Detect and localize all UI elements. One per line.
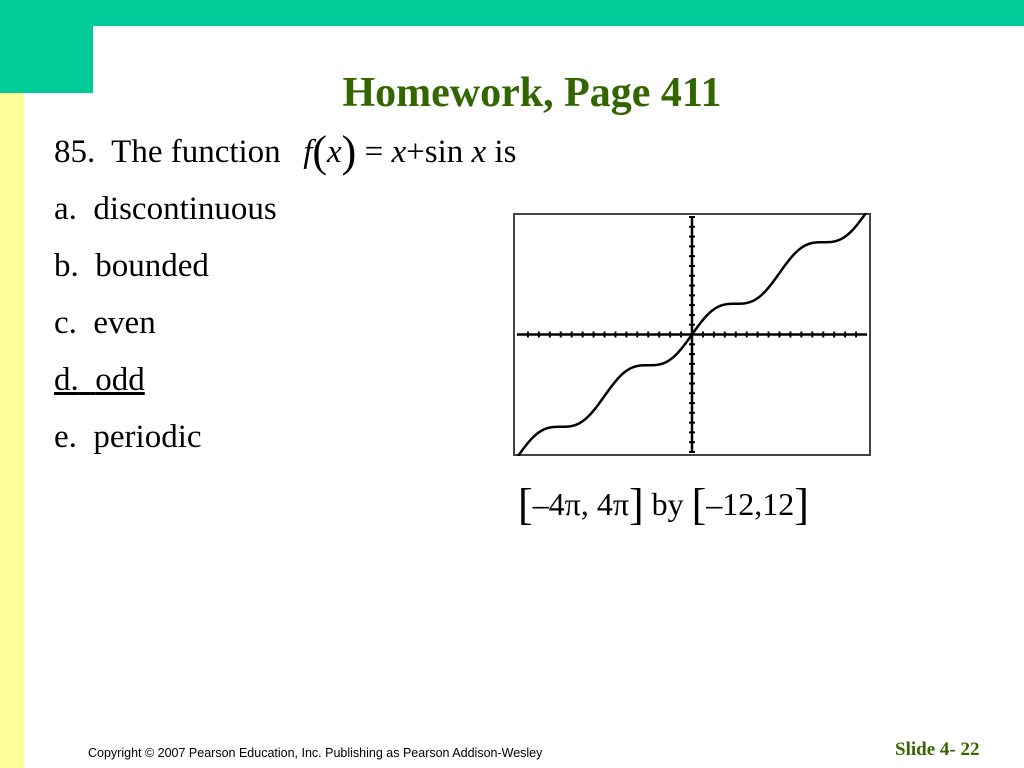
- question-prefix: The function: [111, 134, 281, 170]
- question-suffix: is: [494, 134, 517, 170]
- function-formula: f(x) = x+sin x: [303, 127, 487, 176]
- option-c: c. even: [54, 305, 156, 341]
- viewing-window: [–4π, 4π] by [–12,12]: [518, 480, 809, 529]
- slide-number: Slide 4- 22: [895, 739, 980, 760]
- option-e: e. periodic: [54, 419, 202, 455]
- x-range: –4π, 4π: [532, 486, 629, 522]
- by-label: by: [651, 486, 684, 522]
- slide-title: Homework, Page 411: [342, 70, 722, 116]
- top-accent-bar: [0, 0, 1024, 26]
- y-range: –12,12: [706, 486, 795, 522]
- question-text: [54, 127, 517, 176]
- option-d-correct: d. odd: [54, 362, 145, 398]
- copyright-text: Copyright © 2007 Pearson Education, Inc. Publishing as Pearson Addison-Wesley: [88, 746, 543, 760]
- question-number: 85.: [54, 134, 96, 170]
- left-accent-strip: [0, 93, 24, 768]
- function-graph: [513, 213, 871, 456]
- option-b: b. bounded: [54, 248, 209, 284]
- option-a: a. discontinuous: [54, 191, 277, 227]
